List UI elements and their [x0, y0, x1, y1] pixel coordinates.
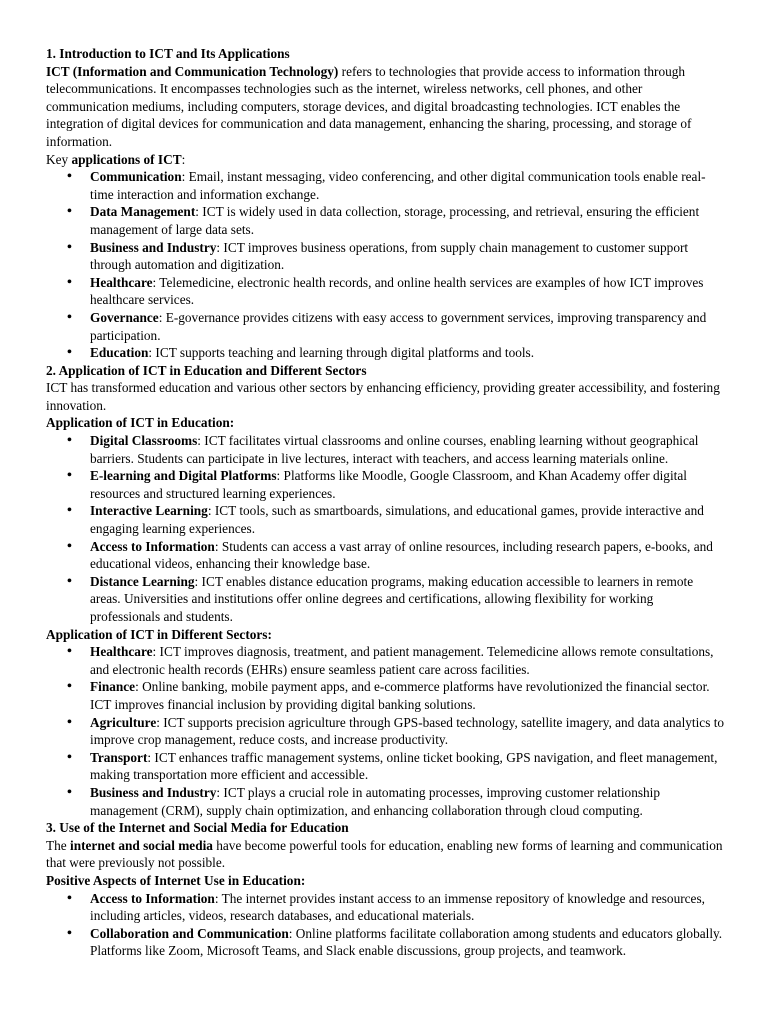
list-item-desc: : ICT supports teaching and learning through digital platforms and tools.	[148, 345, 535, 361]
list-item-term: Governance	[90, 309, 159, 325]
section-3-intro	[46, 837, 726, 872]
list-item	[90, 467, 726, 502]
section-1-intro-text: refers to technologies that provide access to information through telecommunications. It encompasses technologies such as the internet, wireless networks, cell phones, and other communication mediums, including computers, storage devices, and digital broadcasting technologies. ICT enables the integration of digital devices for communication and data management, enhancing the sharing, processing, and storage of information.	[46, 63, 692, 149]
list-item-term: Business and Industry	[90, 784, 217, 800]
list-item-desc: : Online banking, mobile payment apps, and e-commerce platforms have revolutionized the financial sector. ICT improves financial inclusion by providing digital banking solutions.	[90, 679, 710, 712]
list-item	[90, 432, 726, 467]
section-1-heading: 1. Introduction to ICT and Its Applications	[46, 46, 290, 61]
list-item-desc: : ICT improves diagnosis, treatment, and patient management. Telemedicine allows remote consultations, and electronic health records (EHRs) ensure seamless patient care across facilities.	[90, 644, 714, 677]
list-item-desc: : ICT tools, such as smartboards, simulations, and educational games, provide interactive and engaging learning experiences.	[90, 503, 704, 537]
list-item-term: Access to Information	[90, 538, 215, 554]
list-item-term: Agriculture	[90, 714, 157, 730]
list-item-desc: : ICT plays a crucial role in automating processes, improving customer relationship management (CRM), supply chain optimization, and enhancing collaboration through cloud computing.	[90, 784, 661, 818]
section-3-intro-bold: internet and social media	[70, 837, 213, 853]
list-item-term: Healthcare	[90, 274, 153, 290]
list-item	[90, 925, 726, 960]
section-1-intro-bold: ICT (Information and Communication Technology)	[46, 63, 339, 79]
list-item	[90, 239, 726, 274]
list-item-desc: : Email, instant messaging, video conferencing, and other digital communication tools enable real-time interaction and information exchange.	[90, 169, 706, 202]
list-item-term: Distance Learning	[90, 573, 195, 589]
list-item-desc: : The internet provides instant access to an immense repository of knowledge and resources, including articles, videos, research databases, and educational materials.	[90, 890, 705, 924]
list-item	[90, 573, 726, 626]
list-item-desc: : ICT improves business operations, from supply chain management to customer support through automation and digitization.	[90, 239, 689, 273]
list-item-term: Education	[90, 345, 149, 361]
list-item	[90, 538, 726, 573]
education-subheading: Application of ICT in Education:	[46, 415, 235, 431]
sectors-list	[46, 643, 726, 819]
section-3-intro-text: have become powerful tools for education, enabling new forms of learning and communication that were previously not possible.	[46, 837, 723, 871]
list-item	[90, 749, 726, 784]
list-item	[90, 309, 726, 344]
list-item-term: Finance	[90, 679, 136, 695]
key-prefix: Key	[46, 151, 72, 167]
list-item	[90, 502, 726, 537]
section-1-intro	[46, 63, 726, 151]
sectors-subheading: Application of ICT in Different Sectors:	[46, 626, 272, 642]
list-item-term: Communication	[90, 169, 182, 185]
section-3-heading: 3. Use of the Internet and Social Media for Education	[46, 820, 349, 836]
section-2-heading: 2. Application of ICT in Education and Different Sectors	[46, 362, 367, 378]
list-item-desc: : ICT is widely used in data collection, storage, processing, and retrieval, ensuring the efficient management of large data sets.	[90, 204, 700, 237]
list-item-desc: : Students can access a vast array of online resources, including research papers, e-books, and educational videos, enhancing their knowledge base.	[90, 538, 713, 572]
education-list	[46, 432, 726, 626]
list-item-desc: : Telemedicine, electronic health records, and online health services are examples of how ICT improves healthcare services.	[90, 274, 704, 308]
list-item-term: Digital Classrooms	[90, 433, 198, 449]
key-applications-label	[46, 151, 726, 169]
list-item-desc: : ICT supports precision agriculture through GPS-based technology, satellite imagery, and data analytics to improve crop management, reduce costs, and increase productivity.	[90, 714, 725, 748]
list-item	[90, 714, 726, 749]
list-item-term: E-learning and Digital Platforms	[90, 468, 277, 484]
section-2-intro: ICT has transformed education and various other sectors by enhancing efficiency, providing greater accessibility, and fostering innovation.	[46, 380, 720, 413]
list-item-desc: : ICT enhances traffic management systems, online ticket booking, GPS navigation, and fleet management, making transportation more efficient and accessible.	[90, 749, 718, 783]
list-item	[90, 203, 726, 238]
key-bold: applications of ICT	[71, 151, 182, 167]
list-item-term: Access to Information	[90, 890, 215, 906]
list-item	[90, 890, 726, 925]
list-item	[90, 168, 726, 203]
list-item-term: Business and Industry	[90, 239, 217, 255]
section-1-list	[46, 168, 726, 362]
list-item	[90, 678, 726, 713]
list-item-term: Collaboration and Communication	[90, 925, 289, 941]
list-item-desc: : Platforms like Moodle, Google Classroom, and Khan Academy offer digital resources and structured learning experiences.	[90, 468, 687, 501]
list-item	[90, 274, 726, 309]
list-item-desc: : E-governance provides citizens with easy access to government services, improving transparency and participation.	[90, 309, 707, 343]
list-item-term: Data Management	[90, 204, 196, 220]
list-item-desc: : ICT facilitates virtual classrooms and online courses, enabling learning without geographical barriers. Students can participate in live lectures, interact with teachers, and access learning materials online.	[90, 433, 699, 466]
positive-aspects-list	[46, 890, 726, 960]
list-item-term: Interactive Learning	[90, 503, 208, 519]
list-item-desc: : ICT enables distance education programs, making education accessible to learners in remote areas. Universities and institutions offer online degrees and certifications, allowing flexibility for working professionals and students.	[90, 573, 694, 624]
list-item	[90, 344, 726, 362]
list-item-desc: : Online platforms facilitate collaboration among students and educators globally. Platforms like Zoom, Microsoft Teams, and Slack enable discussions, group projects, and teamwork.	[90, 925, 723, 959]
key-suffix: :	[181, 151, 186, 167]
list-item	[90, 784, 726, 819]
list-item-term: Healthcare	[90, 644, 153, 660]
section-3-intro-prefix: The	[46, 837, 70, 853]
list-item-term: Transport	[90, 749, 148, 765]
positive-aspects-subheading: Positive Aspects of Internet Use in Education:	[46, 872, 306, 888]
list-item	[90, 643, 726, 678]
